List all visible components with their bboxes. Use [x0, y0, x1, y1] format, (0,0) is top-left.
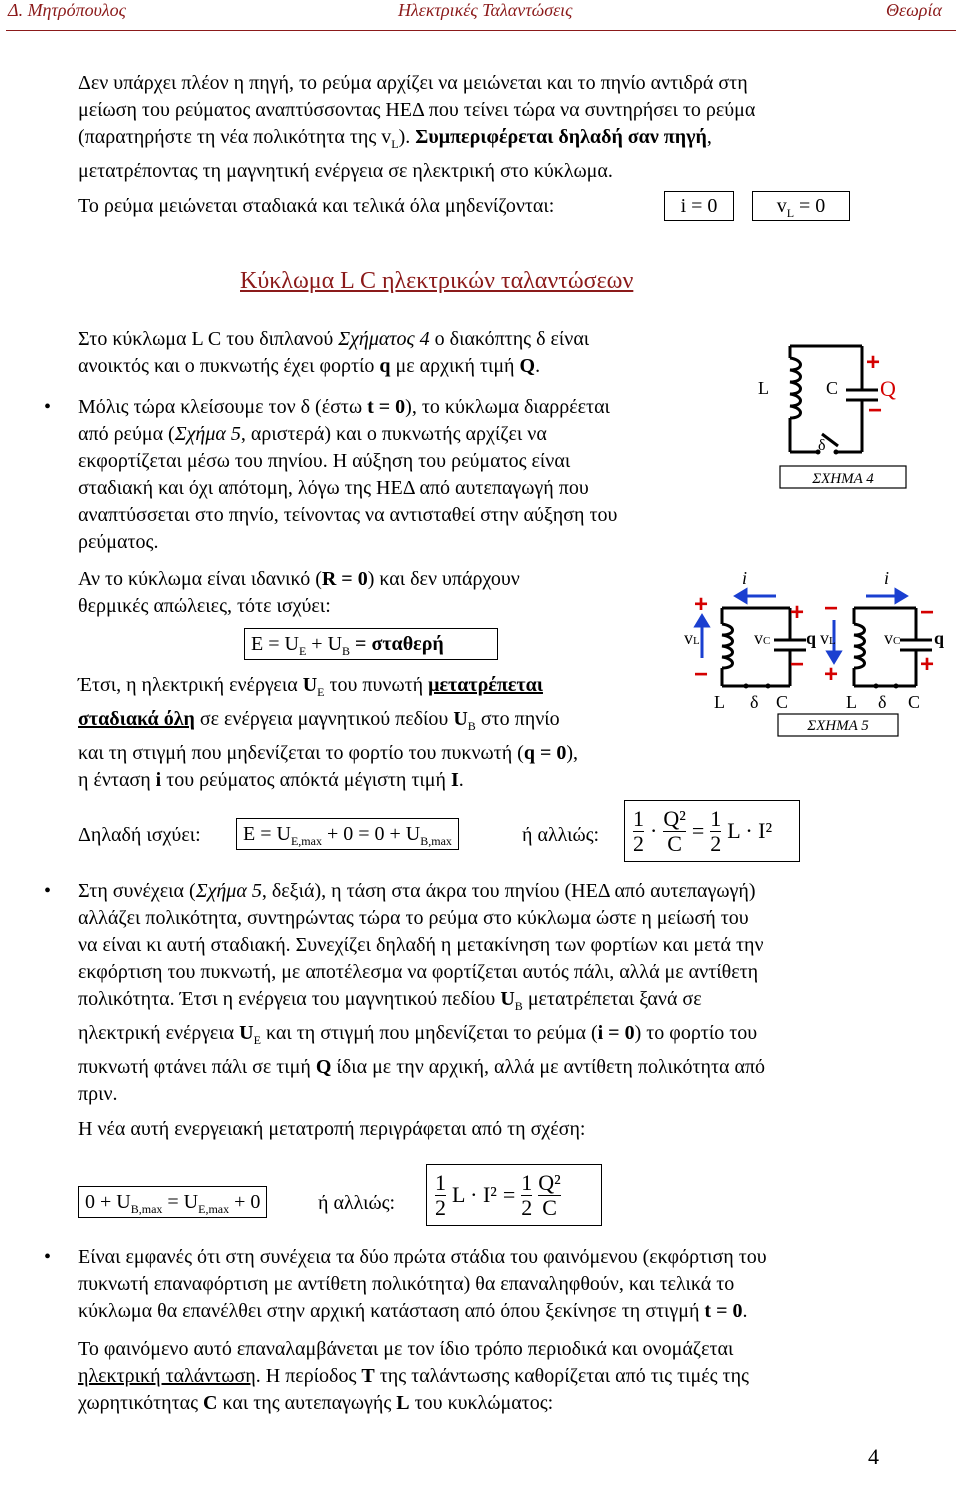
plus-sign: + [920, 651, 935, 678]
figure-4-circuit [740, 338, 920, 498]
plus-sign: + [790, 599, 805, 626]
bullet-2-text: Στη συνέχεια (Σχήμα 5, δεξιά), η τάση στα άκρα του πηνίου (ΗΕΔ από αυτεπαγωγή) αλλάζει πολικότητα, συντηρώντας τώρα το ρεύμα στο κύκλωμα ώστε η μείωσή του να είναι κι αυτή σταδιακή. Συνεχίζει δηλαδή η μετακίνηση των φορτίων και μετά την εκφόρτιση του πυκνωτή, με αποτέλεσμα να φορτίζεται αυτός πάλι, αλλά με αντίθετη πολικότητα. Έτσι η ενέργεια του μαγνητικού πεδίου $U_B$ μετατρέπεται ξανά σε ηλεκτρική ενέργεια $U_E$ και τη στιγμή που μηδενίζεται το ρεύμα (i = 0) το φορτίο του πυκνωτή φτάνει πάλι σε τιμή Q ίδια με την αρχική, αλλά με αντίθετη πολικότητα από πριν. [78, 880, 766, 1105]
label-i-left: i [742, 568, 748, 588]
inductor-coil-right [854, 624, 865, 668]
box-vl-zero: $v_L = 0$ [752, 191, 850, 221]
label-C: C [826, 378, 839, 398]
bullet: • [44, 396, 52, 418]
minus-sign: − [790, 651, 805, 678]
eq1-alt: ή αλλιώς: [522, 824, 600, 846]
figure-5-circuits [680, 568, 950, 746]
label-C-right: C [908, 692, 921, 712]
bullet: • [44, 1246, 52, 1268]
minus-sign: − [868, 397, 883, 424]
intro-line: Δεν υπάρχει πλέον η πηγή, το ρεύμα αρχίζει να μειώνεται και το πηνίο αντιδρά στη [78, 72, 748, 94]
header-section: Θεωρία [886, 0, 942, 20]
label-vL-left: vL [684, 628, 700, 648]
header-author: Δ. Μητρόπουλος [8, 0, 126, 20]
eq2-alt: ή αλλιώς: [318, 1192, 396, 1214]
figure-4-caption: ΣΧΗΜΑ 4 [812, 471, 874, 487]
paragraph-3: Έτσι, η ηλεκτρική ενέργεια $U_E$ του πυνωτή μετατρέπεται σταδιακά όλη σε ενέργεια μαγνητικού πεδίου $U_B$ στο πηνίο και τη στιγμή που μηδενίζεται το φορτίο του πυκνωτή (q = 0), η ένταση i του ρεύματος απόκτά μέγιστη τιμή I. [78, 674, 579, 791]
label-q-left: q [806, 628, 817, 648]
eq1-formula-box: $\frac{1}{2}$ · $\frac{\text{Q²}}{C}$ = $\frac{1}{2}$ L · I² [624, 800, 800, 862]
plus-sign: + [694, 591, 709, 618]
plus-sign: + [866, 349, 881, 376]
paragraph-4: Η νέα αυτή ενεργειακή μετατροπή περιγράφεται από τη σχέση: [78, 1118, 586, 1140]
figure-5-caption: ΣΧΗΜΑ 5 [807, 718, 869, 734]
eq1-lead: Δηλαδή ισχύει: [78, 824, 201, 846]
paragraph-2: Αν το κύκλωμα είναι ιδανικό (R = 0) και δεν υπάρχουν θερμικές απώλειες, τότε ισχύει: [78, 568, 520, 617]
eq1-box: $E = U_{E,max} + 0 = 0 + U_{B,max}$ [236, 818, 459, 850]
header-rule [6, 30, 956, 31]
bullet: • [44, 880, 52, 902]
intro-line: (παρατηρήστε τη νέα πολικότητα της $v_L$). Συμπεριφέρεται δηλαδή σαν πηγή, [78, 126, 712, 151]
current-arrow-left [736, 590, 746, 602]
label-L: L [758, 378, 769, 398]
plus-sign: + [824, 661, 839, 688]
label-switch: δ [818, 437, 826, 454]
label-vC-left: vC [754, 628, 771, 648]
energy-conservation-box: $E = U_E + U_B = \sigma\tau\alpha\theta\varepsilon\rho ή$ [244, 628, 498, 660]
paragraph-1: Στο κύκλωμα L C του διπλανού Σχήματος 4 ο διακόπτης δ είναι ανοικτός και ο πυκνωτής έχει φορτίο q με αρχική τιμή Q. [78, 328, 590, 377]
header-subject: Ηλεκτρικές Ταλαντώσεις [398, 0, 573, 20]
intro-line: μείωση του ρεύματος αναπτύσσοντας ΗΕΔ που τείνει τώρα να συντηρήσει το ρεύμα [78, 99, 756, 121]
label-L-right: L [846, 692, 857, 712]
label-vC-right: vC [884, 628, 901, 648]
eq2-box: $0 + U_{B,max} = U_{E,max} + 0$ [78, 1186, 267, 1218]
section-title: Κύκλωμα L C ηλεκτρικών ταλαντώσεων [240, 268, 634, 294]
label-C-left: C [776, 692, 789, 712]
label-vL-right: vL [820, 628, 836, 648]
label-i-right: i [884, 568, 890, 588]
intro-paragraph [78, 70, 882, 185]
intro-line: μετατρέποντας τη μαγνητική ενέργεια σε ηλεκτρική στο κύκλωμα. [78, 160, 613, 182]
bullet-3-text: Είναι εμφανές ότι στη συνέχεια τα δύο πρώτα στάδια του φαινόμενου (εκφόρτιση του πυκνωτή επαναφόρτιση με αντίθετη πολικότητα) θα επαναληφθούν, και τελικά το κύκλωμα θα επανέλθει στην αρχική κατάσταση από όπου ξεκίνησε τη στιγμή t = 0. [78, 1246, 767, 1322]
bullet-1-text: Μόλις τώρα κλείσουμε τον δ (έστω t = 0), το κύκλωμα διαρρέεται από ρεύμα (Σχήμα 5, αριστερά) και ο πυκνωτής αρχίζει να εκφορτίζεται μέσω του πηνίου. Η αύξηση του ρεύματος είναι σταδιακή και όχι απότομη, λόγω της ΗΕΔ από αυτεπαγωγή που αναπτύσσεται στο πηνίο, τείνοντας να αντισταθεί στην αύξηση του ρεύματος. [78, 396, 618, 553]
label-d-right: δ [878, 692, 887, 712]
minus-sign: − [920, 599, 935, 626]
label-L-left: L [714, 692, 725, 712]
inductor-coil-left [722, 624, 733, 668]
minus-sign: − [694, 661, 709, 688]
paragraph-5: Το φαινόμενο αυτό επαναλαμβάνεται με τον ίδιο τρόπο περιοδικά και ονομάζεται ηλεκτρική ταλάντωση. Η περίοδος T της ταλάντωσης καθορίζεται από τις τιμές της χωρητικότητας C και της αυτεπαγωγής L του κυκλώματος: [78, 1338, 749, 1414]
current-arrow-right [896, 590, 906, 602]
eq2-formula-box: $\frac{1}{2}$ L · I² = $\frac{1}{2}$ $\frac{\text{Q²}}{C}$ [426, 1164, 602, 1226]
label-q-right: q [934, 628, 945, 648]
intro-line-5: Το ρεύμα μειώνεται σταδιακά και τελικά όλα μηδενίζονται: [78, 195, 555, 217]
inductor-coil [790, 358, 801, 418]
label-Q: Q [880, 376, 896, 401]
box-i-zero: i = 0 [664, 191, 734, 221]
page-number: 4 [868, 1444, 879, 1469]
minus-sign: − [824, 595, 839, 622]
label-d-left: δ [750, 692, 759, 712]
